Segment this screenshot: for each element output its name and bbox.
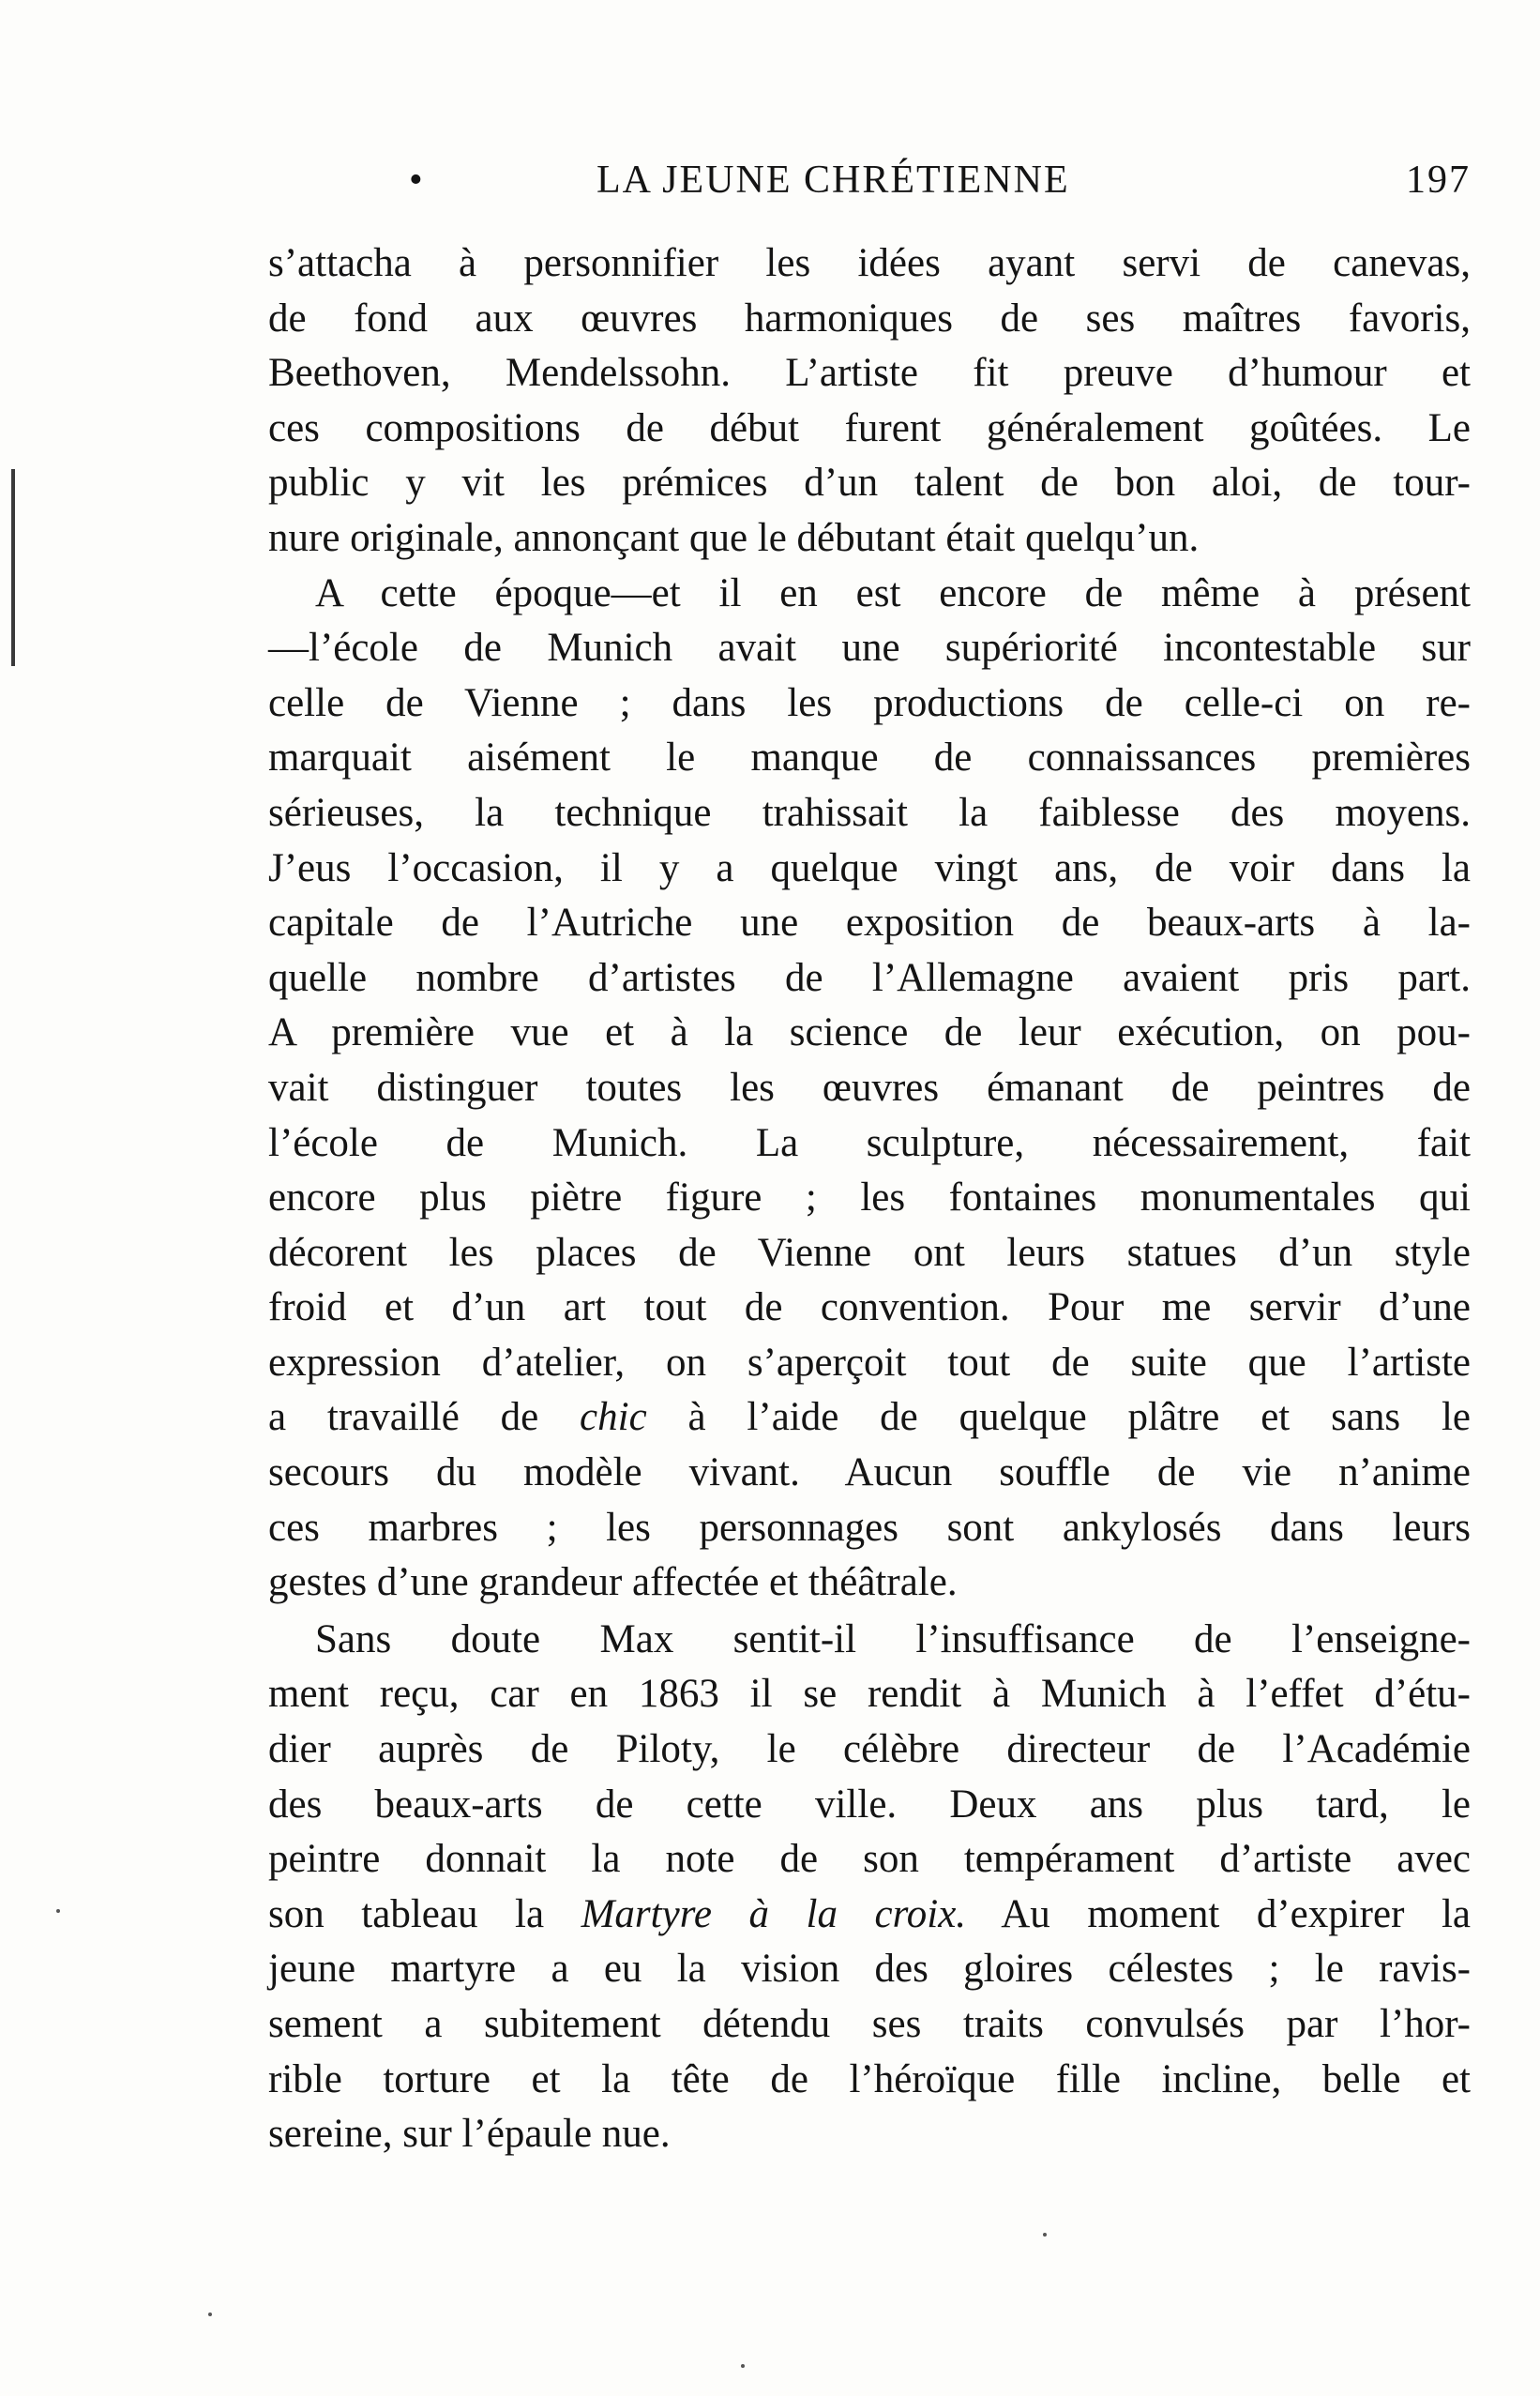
text-line: gestes d’une grandeur affectée et théâtrale. [268,1560,958,1605]
text-line: rible torture et la tête de l’héroïque fille incline, belle et [268,2056,1471,2101]
text-line: nure originale, annonçant que le débutant était quelqu’un. [268,515,1200,560]
body-text [268,236,1471,2162]
text-line: marquait aisément le manque de connaissances premières [268,735,1471,781]
text-line: sérieuses, la technique trahissait la faiblesse des moyens. [268,790,1471,835]
text-line: expression d’atelier, on s’aperçoit tout de suite que l’artiste [268,1340,1471,1385]
text-line: des beaux-arts de cette ville. Deux ans plus tard, le [268,1782,1471,1827]
text-line: Sans doute Max sentit-il l’insuffisance de l’enseigne- [315,1616,1471,1661]
text-line: décorent les places de Vienne ont leurs statues d’un style [268,1230,1471,1275]
text-line: Beethoven, Mendelssohn. L’artiste fit preuve d’humour et [268,351,1471,396]
running-head-title: LA JEUNE CHRÉTIENNE [596,159,1070,202]
text-line: celle de Vienne ; dans les productions de celle-ci on re- [268,680,1471,725]
scan-edge-mark [11,469,15,666]
text-line: —l’école de Munich avait une supériorité incontestable sur [268,626,1471,671]
text-line: capitale de l’Autriche une exposition de beaux-arts à la- [268,901,1471,946]
text-line: sereine, sur l’épaule nue. [268,2112,671,2157]
italic-word: chic [580,1395,647,1440]
scan-speck [56,1909,60,1913]
text-line: de fond aux œuvres harmoniques de ses maîtres favoris, [268,296,1471,341]
text-segment: a travaillé de [268,1395,539,1440]
text-line: ces compositions de début furent généralement goûtées. Le [268,405,1471,450]
text-segment: à l’aide de quelque plâtre et sans le [687,1395,1472,1440]
text-line: s’attacha à personnifier les idées ayant servi de canevas, [268,241,1471,285]
text-line: ment reçu, car en 1863 il se rendit à Munich à l’effet d’étu- [268,1672,1471,1717]
text-line: froid et d’un art tout de convention. Pour me servir d’une [268,1285,1471,1330]
text-line [268,1390,1471,1446]
text-line: l’école de Munich. La sculpture, nécessairement, fait [268,1120,1471,1165]
text-line: A cette époque—et il en est encore de même à présent [315,570,1471,615]
text-line: public y vit les prémices d’un talent de bon aloi, de tour- [268,461,1471,506]
text-line: peintre donnait la note de son tempérament d’artiste avec [268,1837,1471,1882]
text-segment: son tableau la [268,1891,545,1936]
text-line: ces marbres ; les personnages sont ankylosés dans leurs [268,1505,1471,1550]
page-number: 197 [1406,159,1471,202]
running-head [268,158,1471,214]
text-line: encore plus piètre figure ; les fontaines monumentales qui [268,1175,1471,1221]
text-line: secours du modèle vivant. Aucun souffle de vie n’anime [268,1450,1471,1495]
text-line: A première vue et à la science de leur exécution, on pou- [268,1010,1471,1055]
scan-speck [741,2364,745,2368]
running-head-bullet: • [409,159,425,202]
text-line [268,1888,1471,1943]
artwork-title: Martyre à la croix. [581,1891,967,1936]
text-line: sement a subitement détendu ses traits convulsés par l’hor- [268,2002,1471,2046]
text-line: vait distinguer toutes les œuvres émanant de peintres de [268,1065,1471,1110]
text-line: quelle nombre d’artistes de l’Allemagne avaient pris part. [268,955,1471,1000]
scan-speck [208,2313,212,2316]
text-line: jeune martyre a eu la vision des gloires célestes ; le ravis- [268,1947,1471,1992]
text-line: J’eus l’occasion, il y a quelque vingt ans, de voir dans la [268,845,1471,890]
scan-speck [1043,2233,1047,2237]
text-line: dier auprès de Piloty, le célèbre directeur de l’Académie [268,1727,1471,1772]
text-segment: Au moment d’expirer la [1001,1891,1471,1936]
